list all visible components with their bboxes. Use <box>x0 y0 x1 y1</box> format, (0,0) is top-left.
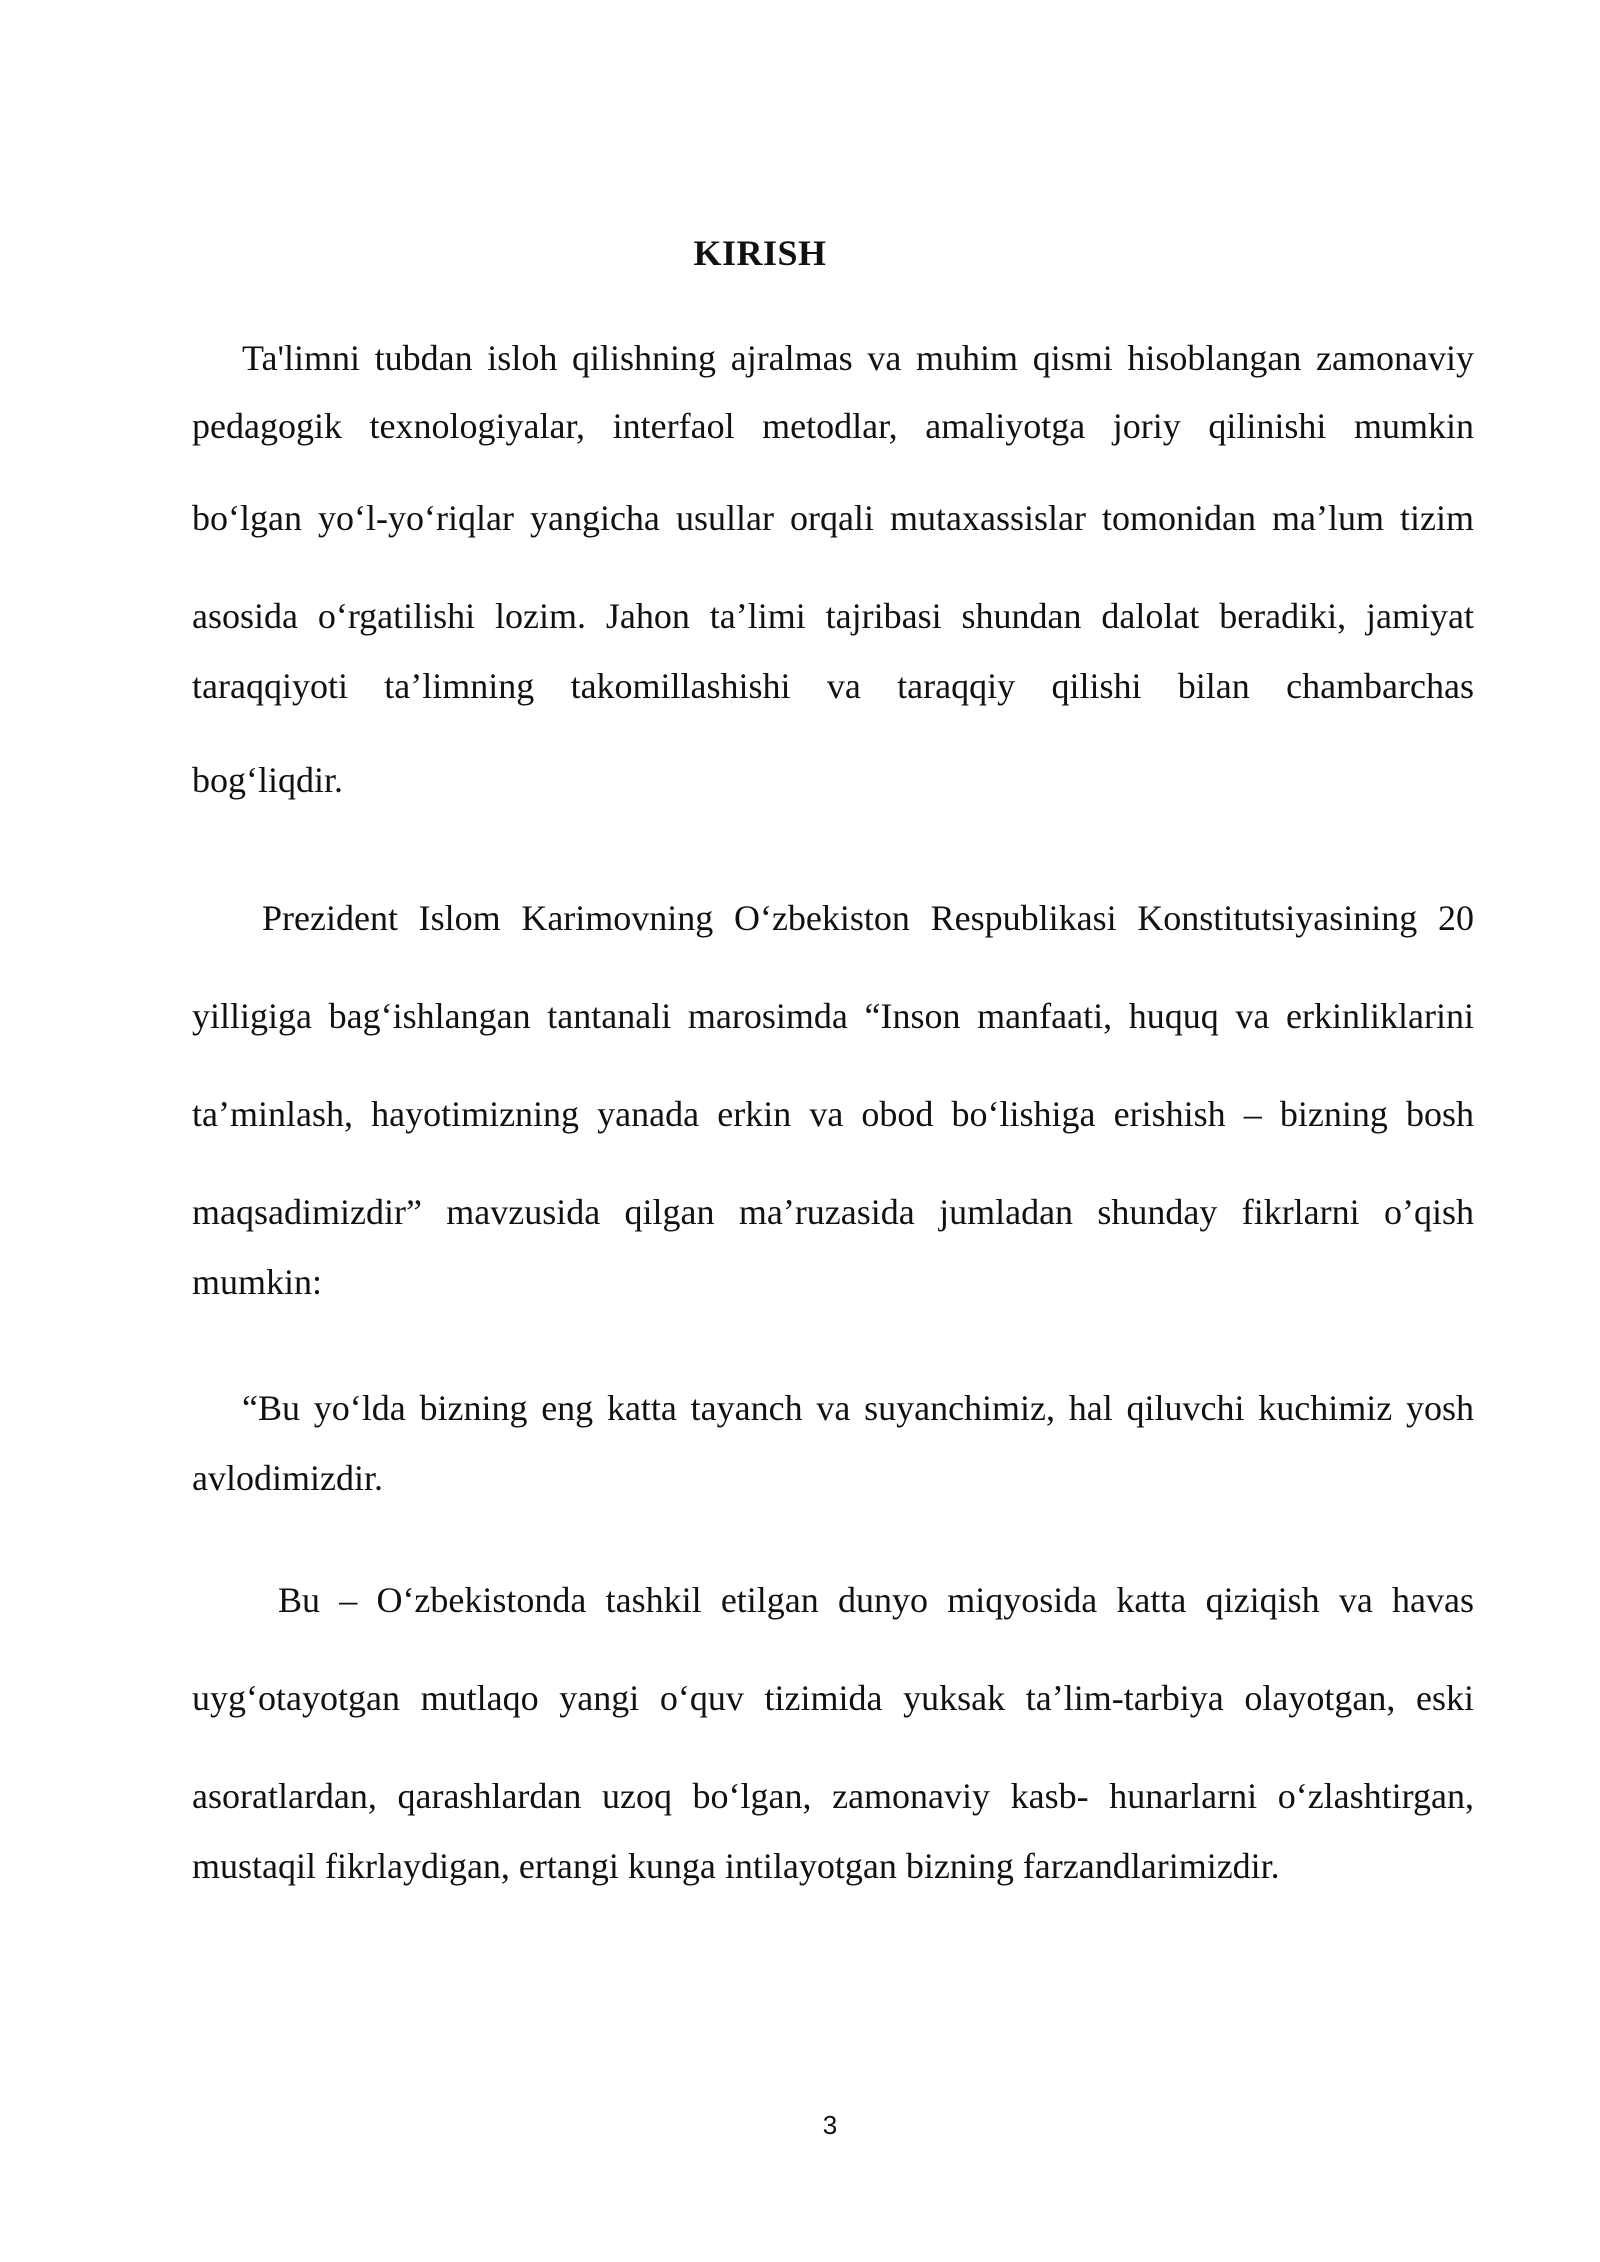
paragraph-line: yilligiga bagʻishlangan tantanali marosimda “Inson manfaati, huquq va erkinliklarini <box>192 996 1474 1036</box>
paragraph-line: Bu – Oʻzbekistonda tashkil etilgan dunyo miqyosida katta qiziqish va havas <box>278 1580 1474 1620</box>
paragraph-line: pedagogik texnologiyalar, interfaol metodlar, amaliyotga joriy qilinishi mumkin <box>192 406 1474 446</box>
paragraph-line: Ta'limni tubdan isloh qilishning ajralmas va muhim qismi hisoblangan zamonaviy <box>242 338 1474 378</box>
paragraph-line: “Bu yoʻlda bizning eng katta tayanch va suyanchimiz, hal qiluvchi kuchimiz yosh <box>242 1388 1474 1428</box>
paragraph-line: taraqqiyoti ta’limning takomillashishi va taraqqiy qilishi bilan chambarchas <box>192 666 1474 706</box>
paragraph-line: avlodimizdir. <box>192 1458 383 1498</box>
paragraph-line: maqsadimizdir” mavzusida qilgan maʼruzasida jumladan shunday fikrlarni o’qish <box>192 1192 1474 1232</box>
paragraph-line: asosida oʻrgatilishi lozim. Jahon taʼlimi tajribasi shundan dalolat beradiki, jamiyat <box>192 596 1474 636</box>
paragraph-line: uygʻotayotgan mutlaqo yangi oʻquv tizimida yuksak taʼlim-tarbiya olayotgan, eski <box>192 1678 1474 1718</box>
paragraph-line: asoratlardan, qarashlardan uzoq boʻlgan, zamonaviy kasb- hunarlarni oʻzlashtirgan, <box>192 1776 1474 1816</box>
paragraph-line: boʻlgan yoʻl-yoʻriqlar yangicha usullar orqali mutaxassislar tomonidan maʼlum tizim <box>192 498 1474 538</box>
paragraph-line: mustaqil fikrlaydigan, ertangi kunga intilayotgan bizning farzandlarimizdir. <box>192 1846 1280 1886</box>
page-title: KIRISH <box>693 233 827 273</box>
paragraph-line: mumkin: <box>192 1262 323 1302</box>
paragraph-line: Prezident Islom Karimovning Oʻzbekiston Respublikasi Konstitutsiyasining 20 <box>262 898 1474 938</box>
paragraph-line: bogʻliqdir. <box>192 760 343 800</box>
page-number: 3 <box>822 2110 838 2140</box>
paragraph-line: taʼminlash, hayotimizning yanada erkin va obod boʻlishiga erishish – bizning bosh <box>192 1094 1474 1134</box>
